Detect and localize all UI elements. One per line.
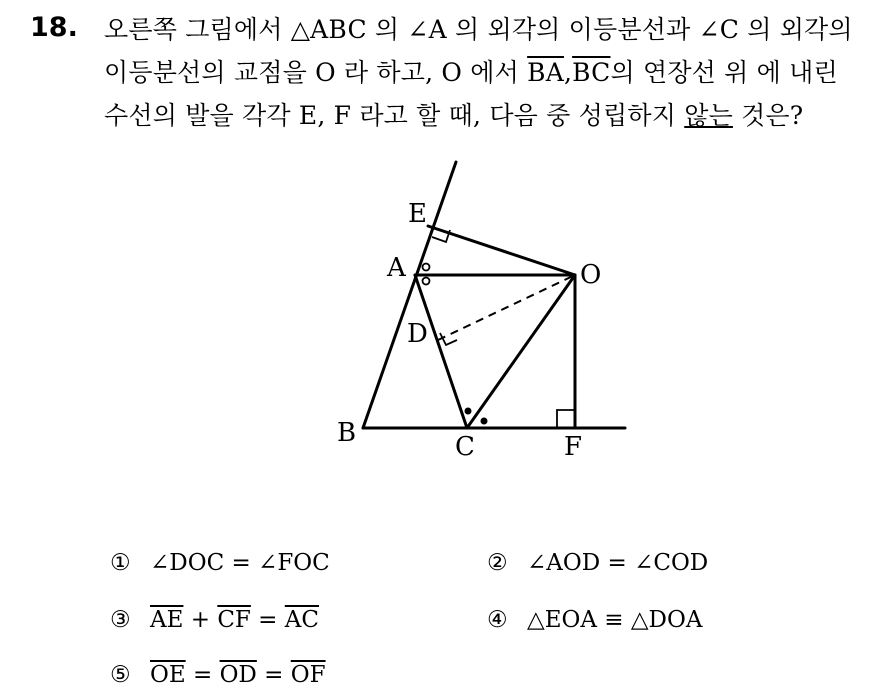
choice-1-text: ∠DOC = ∠FOC	[150, 550, 330, 576]
choice-3-mark: ③	[110, 607, 131, 633]
angle-dot-c-2	[481, 418, 488, 425]
equals-sign-1: =	[185, 662, 220, 688]
question-number: 18.	[30, 12, 78, 43]
segment-ac: $\overline{AC}$	[284, 607, 319, 633]
equals-sign-2: =	[256, 662, 291, 688]
choice-3[interactable]	[110, 607, 319, 633]
choice-2-text: ∠AOD = ∠COD	[527, 550, 709, 576]
segment-cf: $\overline{CF}$	[217, 607, 251, 633]
right-angle-mark-f	[557, 410, 575, 428]
choice-1-mark: ①	[110, 550, 131, 576]
line-e-to-o	[428, 226, 575, 275]
question-line-2	[104, 53, 838, 89]
label-o: O	[580, 260, 602, 290]
geometry-figure	[320, 150, 650, 470]
question-text-2b: 의 연장선 위 에 내린	[610, 58, 838, 87]
choice-5-mark: ⑤	[110, 662, 131, 688]
label-c: C	[455, 432, 475, 462]
underlined-word: 않는	[684, 101, 733, 130]
dashed-line-d-to-o	[438, 275, 575, 340]
choice-4-text: △EOA ≡ △DOA	[527, 607, 703, 633]
angle-dot-c-1	[465, 408, 472, 415]
equals-sign: =	[250, 607, 285, 633]
right-angle-mark-d	[440, 333, 457, 345]
segment-ae: $\overline{AE}$	[150, 607, 184, 633]
choice-5[interactable]	[110, 662, 326, 688]
question-text-1: 오른쪽 그림에서 △ABC 의 ∠A 의 외각의 이등분선과 ∠C 의 외각의	[104, 15, 853, 44]
label-a: A	[387, 253, 406, 283]
choice-1[interactable]	[110, 550, 330, 576]
segment-oe: $\overline{OE}$	[150, 662, 186, 688]
label-e: E	[408, 199, 427, 229]
question-text-2a: 이등분선의 교점을 O 라 하고, O 에서	[104, 58, 528, 87]
label-f: F	[564, 432, 583, 462]
line-c-to-o	[467, 275, 575, 428]
choice-4-mark: ④	[487, 607, 508, 633]
angle-mark-a-upper	[423, 264, 430, 271]
plus-sign: +	[183, 607, 218, 633]
question-line-1	[104, 10, 853, 46]
segment-od: $\overline{OD}$	[219, 662, 257, 688]
choice-2-mark: ②	[487, 550, 508, 576]
line-a-to-c	[415, 275, 467, 428]
angle-mark-a-lower	[423, 278, 430, 285]
segment-bc: $\overline{BC}$	[572, 58, 611, 87]
question-text-3b: 것은?	[732, 101, 804, 130]
segment-of: $\overline{OF}$	[290, 662, 326, 688]
question-text-3a: 수선의 발을 각각 E, F 라고 할 때, 다음 중 성립하지	[104, 101, 685, 130]
segment-ba: $\overline{BA}$	[527, 58, 564, 87]
choice-2[interactable]	[487, 550, 708, 576]
separator: ,	[563, 58, 573, 87]
label-d: D	[407, 319, 428, 349]
choice-4[interactable]	[487, 607, 702, 633]
label-b: B	[337, 418, 357, 448]
question-line-3	[104, 96, 803, 132]
